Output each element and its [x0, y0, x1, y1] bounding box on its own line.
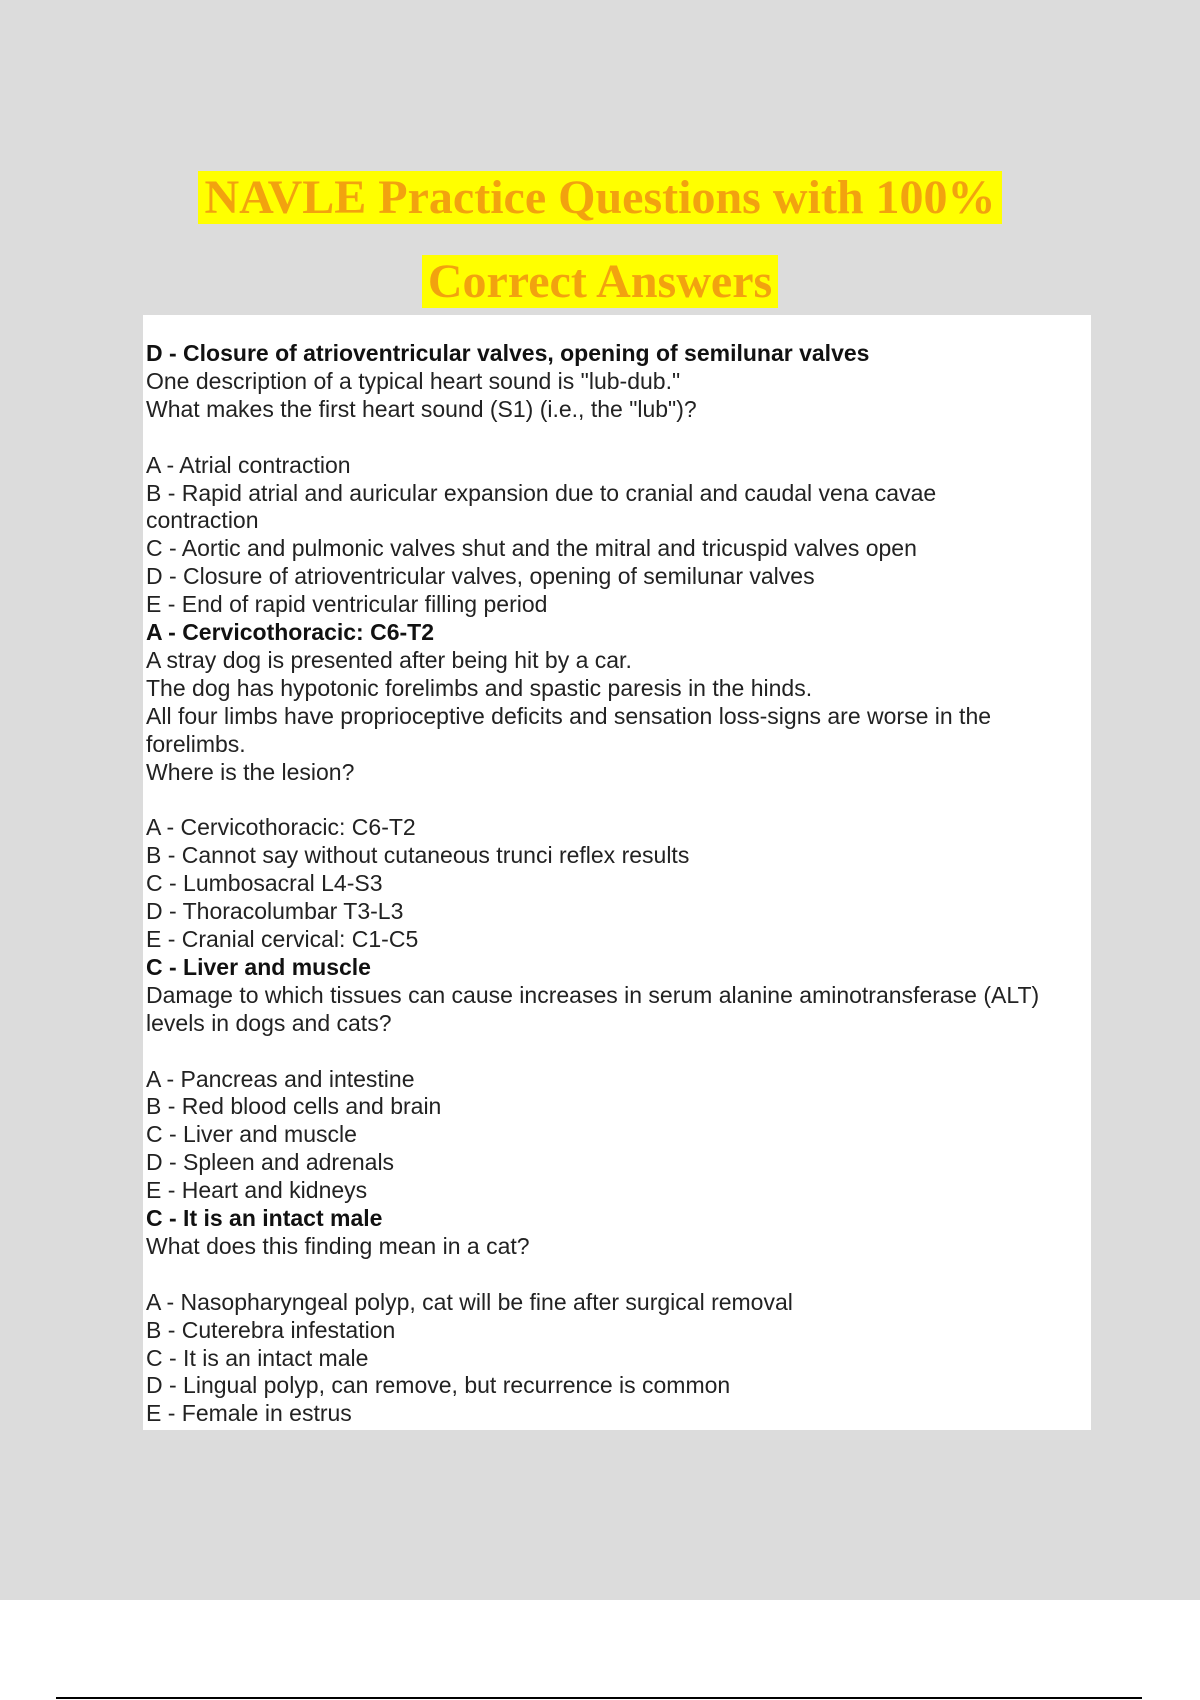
question-list: [146, 340, 1096, 1428]
answer-option: C - Aortic and pulmonic valves shut and the mitral and tricuspid valves open: [146, 535, 917, 562]
answer-option: D - Closure of atrioventricular valves, opening of semilunar valves: [146, 563, 815, 590]
footer-rule: [56, 1697, 1142, 1699]
spacer: [146, 1261, 1096, 1289]
question-stem: The dog has hypotonic forelimbs and spastic paresis in the hinds.: [146, 674, 813, 701]
question-stem: All four limbs have proprioceptive deficits and sensation loss-signs are worse in the: [146, 702, 992, 729]
question-stem: A stray dog is presented after being hit by a car.: [146, 646, 632, 673]
answer-option: A - Cervicothoracic: C6-T2: [146, 814, 416, 841]
answer-option: B - Cuterebra infestation: [146, 1316, 396, 1343]
document-title-line-1: [0, 168, 1200, 228]
answer-option: B - Rapid atrial and auricular expansion due to cranial and caudal vena cavae: [146, 479, 937, 506]
question-stem: Damage to which tissues can cause increases in serum alanine aminotransferase (ALT): [146, 981, 1040, 1008]
question-stem: What makes the first heart sound (S1) (i.e., the "lub")?: [146, 395, 697, 422]
answer-option: A - Atrial contraction: [146, 451, 351, 478]
document-title-line-2: [0, 252, 1200, 312]
spacer: [146, 424, 1096, 452]
question-block: [146, 340, 1096, 619]
question-stem: levels in dogs and cats?: [146, 1009, 392, 1036]
question-block: [146, 619, 1096, 954]
answer-option: C - Liver and muscle: [146, 1121, 357, 1148]
correct-answer: C - It is an intact male: [146, 1205, 383, 1232]
answer-option: C - Lumbosacral L4-S3: [146, 870, 383, 897]
answer-option: D - Thoracolumbar T3-L3: [146, 898, 404, 925]
answer-option: B - Red blood cells and brain: [146, 1093, 442, 1120]
answer-option: E - Heart and kidneys: [146, 1177, 368, 1204]
correct-answer: A - Cervicothoracic: C6-T2: [146, 619, 434, 646]
answer-option: E - Cranial cervical: C1-C5: [146, 926, 419, 952]
question-stem: What does this finding mean in a cat?: [146, 1232, 530, 1259]
question-stem: One description of a typical heart sound is "lub-dub.": [146, 367, 681, 394]
answer-option: E - End of rapid ventricular filling period: [146, 591, 548, 618]
question-stem: Where is the lesion?: [146, 758, 355, 785]
answer-option: A - Pancreas and intestine: [146, 1065, 415, 1092]
spacer: [146, 786, 1096, 814]
title-highlight: Correct Answers: [422, 255, 778, 308]
title-highlight: NAVLE Practice Questions with 100%: [198, 171, 1001, 224]
question-stem: forelimbs.: [146, 730, 246, 757]
answer-option: C - It is an intact male: [146, 1344, 369, 1371]
answer-option: D - Spleen and adrenals: [146, 1149, 395, 1176]
question-block: [146, 954, 1096, 1205]
answer-option: B - Cannot say without cutaneous trunci reflex results: [146, 842, 690, 869]
answer-option: E - Female in estrus: [146, 1400, 352, 1427]
answer-option: contraction: [146, 507, 259, 534]
answer-option: D - Lingual polyp, can remove, but recurrence is common: [146, 1372, 731, 1399]
correct-answer: D - Closure of atrioventricular valves, opening of semilunar valves: [146, 340, 870, 366]
answer-option: A - Nasopharyngeal polyp, cat will be fine after surgical removal: [146, 1288, 793, 1315]
question-block: [146, 1205, 1096, 1428]
spacer: [146, 1038, 1096, 1066]
correct-answer: C - Liver and muscle: [146, 953, 371, 980]
